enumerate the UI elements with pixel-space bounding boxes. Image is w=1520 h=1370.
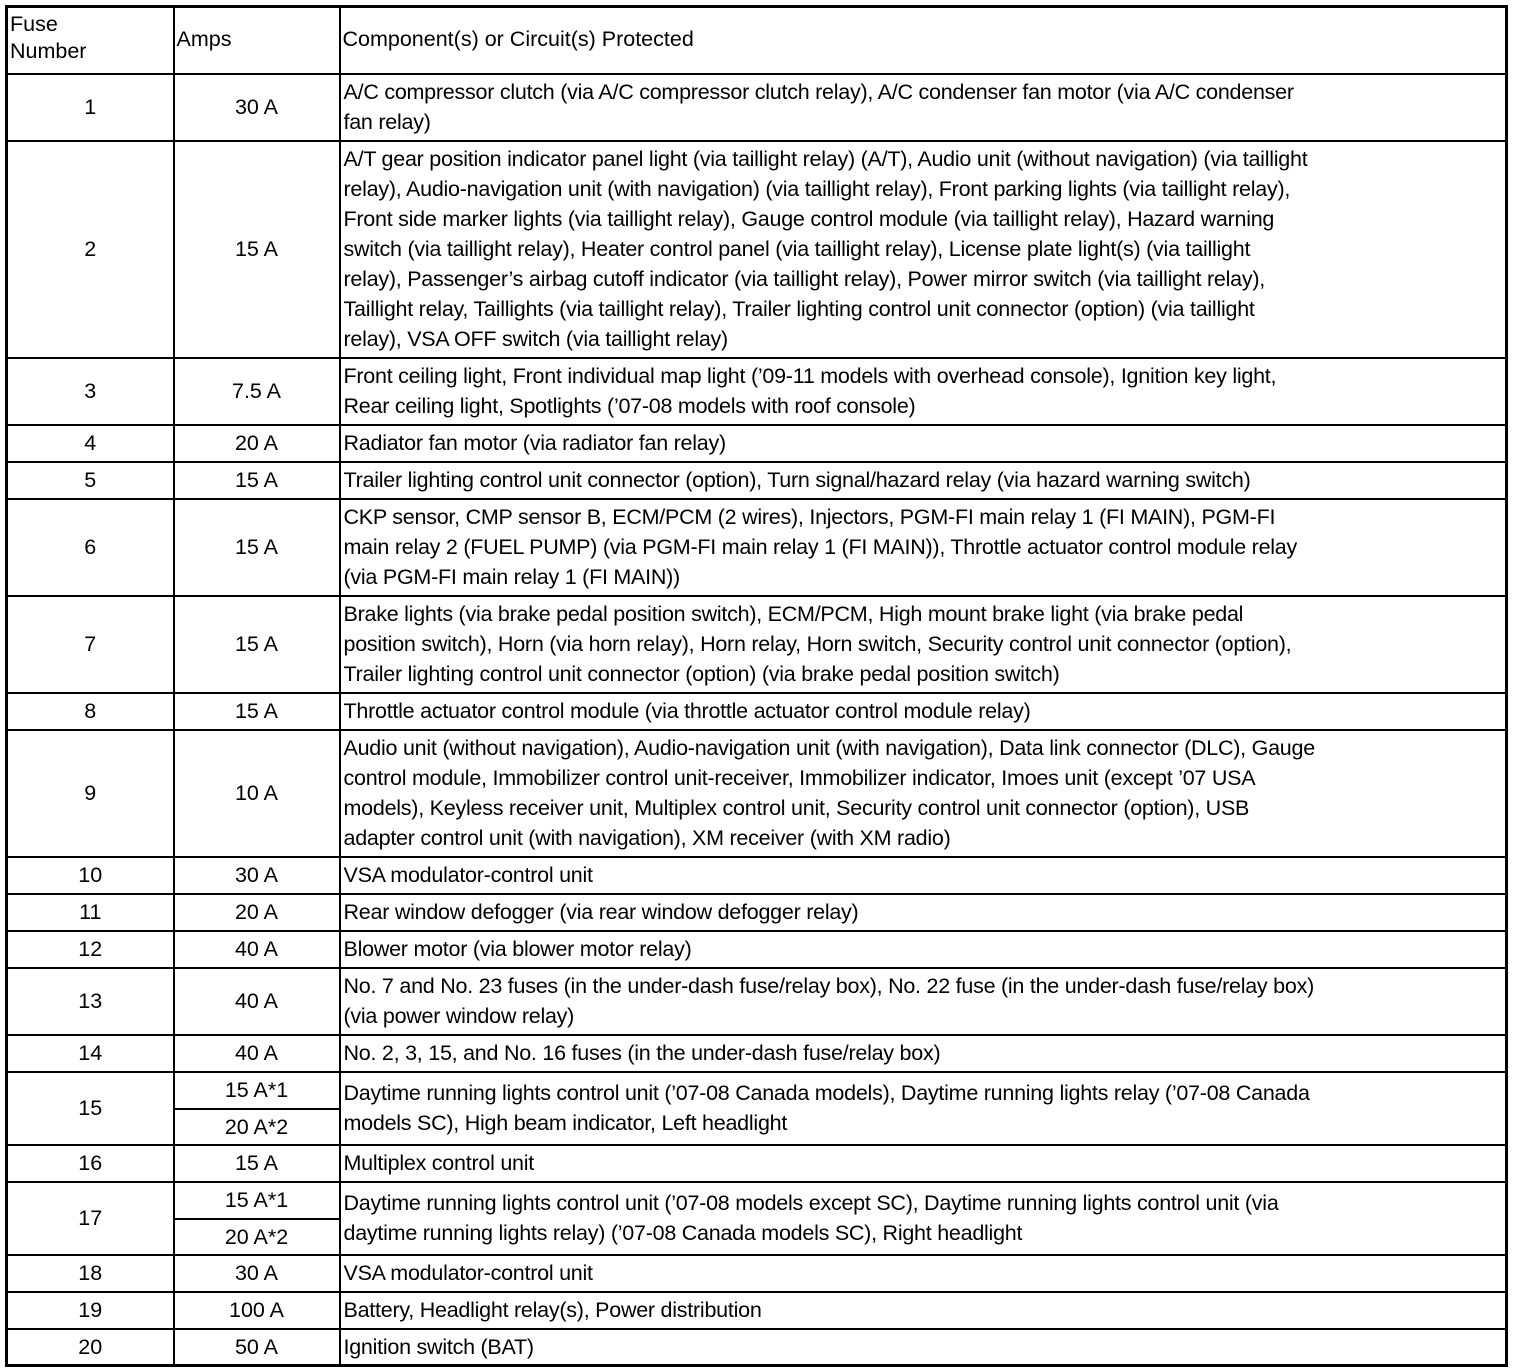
component-line: models), Keyless receiver unit, Multiplex control unit, Security control unit connector (option), USB bbox=[343, 796, 1250, 820]
component-cell bbox=[340, 425, 1507, 462]
table-row bbox=[7, 693, 1507, 730]
fuse-number-cell: 2 bbox=[7, 141, 174, 358]
table-row bbox=[7, 1329, 1507, 1366]
component-line: main relay 2 (FUEL PUMP) (via PGM-FI main relay 1 (FI MAIN)), Throttle actuator control module relay bbox=[343, 535, 1298, 559]
table-row bbox=[7, 1292, 1507, 1329]
fuse-number-cell: 12 bbox=[7, 931, 174, 968]
fuse-number-cell: 3 bbox=[7, 358, 174, 425]
table-row bbox=[7, 1255, 1507, 1292]
component-line: (via PGM-FI main relay 1 (FI MAIN)) bbox=[343, 565, 680, 589]
component-cell bbox=[340, 1182, 1507, 1255]
component-line: control module, Immobilizer control unit-receiver, Immobilizer indicator, Imoes unit (except ’07 USA bbox=[343, 766, 1256, 790]
component-line: Ignition switch (BAT) bbox=[343, 1334, 534, 1359]
table-row bbox=[7, 1035, 1507, 1072]
component-line: Multiplex control unit bbox=[343, 1151, 534, 1175]
component-line: switch (via taillight relay), Heater control panel (via taillight relay), License plate light(s) (via taillight bbox=[343, 237, 1251, 261]
component-cell bbox=[340, 499, 1507, 596]
amps-cell: 20 A*2 bbox=[174, 1219, 340, 1255]
component-cell bbox=[340, 141, 1507, 358]
fuse-number-cell: 11 bbox=[7, 894, 174, 931]
fuse-number-cell: 10 bbox=[7, 857, 174, 894]
fuse-number-cell: 1 bbox=[7, 74, 174, 141]
fuse-number-cell: 14 bbox=[7, 1035, 174, 1072]
table-row bbox=[7, 968, 1507, 1035]
amps-cell: 100 A bbox=[174, 1292, 340, 1329]
fuse-number-cell: 17 bbox=[7, 1182, 174, 1255]
component-cell bbox=[340, 693, 1507, 730]
component-line: VSA modulator-control unit bbox=[343, 863, 593, 887]
fuse-number-cell: 13 bbox=[7, 968, 174, 1035]
amps-cell: 10 A bbox=[174, 730, 340, 857]
fuse-number-cell: 7 bbox=[7, 596, 174, 693]
component-line: CKP sensor, CMP sensor B, ECM/PCM (2 wires), Injectors, PGM-FI main relay 1 (FI MAIN), PGM-FI bbox=[343, 505, 1276, 529]
amps-cell: 15 A*1 bbox=[174, 1182, 340, 1219]
component-line: fan relay) bbox=[343, 110, 431, 134]
table-row bbox=[7, 857, 1507, 894]
header-fuse-line: Number bbox=[10, 39, 87, 63]
component-cell bbox=[340, 857, 1507, 894]
fuse-number-cell: 8 bbox=[7, 693, 174, 730]
fuse-number-cell: 6 bbox=[7, 499, 174, 596]
table-row bbox=[7, 730, 1507, 857]
fuse-number-cell: 5 bbox=[7, 462, 174, 499]
component-cell bbox=[340, 462, 1507, 499]
header-component: Component(s) or Circuit(s) Protected bbox=[340, 7, 1507, 74]
amps-cell: 30 A bbox=[174, 857, 340, 894]
component-line: No. 7 and No. 23 fuses (in the under-dash fuse/relay box), No. 22 fuse (in the under-dash fuse/relay box) bbox=[343, 974, 1314, 998]
amps-cell: 30 A bbox=[174, 1255, 340, 1292]
component-line: Front ceiling light, Front individual map light (’09-11 models with overhead console), Ignition key light, bbox=[343, 364, 1277, 388]
component-line: Trailer lighting control unit connector (option), Turn signal/hazard relay (via hazard warning switch) bbox=[343, 468, 1251, 492]
component-cell bbox=[340, 730, 1507, 857]
component-line: relay), Passenger’s airbag cutoff indicator (via taillight relay), Power mirror switch (via taillight relay), bbox=[343, 267, 1265, 291]
amps-cell: 40 A bbox=[174, 1035, 340, 1072]
amps-cell: 15 A bbox=[174, 141, 340, 358]
component-line: position switch), Horn (via horn relay), Horn relay, Horn switch, Security control unit connector (option), bbox=[343, 632, 1292, 656]
component-cell bbox=[340, 894, 1507, 931]
component-cell bbox=[340, 1035, 1507, 1072]
component-cell bbox=[340, 931, 1507, 968]
component-cell bbox=[340, 1145, 1507, 1182]
component-line: relay), VSA OFF switch (via taillight relay) bbox=[343, 327, 728, 351]
amps-cell: 15 A bbox=[174, 596, 340, 693]
component-line: Taillight relay, Taillights (via taillight relay), Trailer lighting control unit connector (option) (via taillight bbox=[343, 297, 1255, 321]
component-line: VSA modulator-control unit bbox=[343, 1261, 593, 1285]
amps-cell: 20 A bbox=[174, 425, 340, 462]
component-line: Front side marker lights (via taillight relay), Gauge control module (via taillight relay), Hazard warning bbox=[343, 207, 1275, 231]
component-cell bbox=[340, 1292, 1507, 1329]
table-row bbox=[7, 1182, 1507, 1219]
header-fuse-line: Fuse bbox=[10, 12, 58, 36]
component-line: daytime running lights relay) (’07-08 Canada models SC), Right headlight bbox=[343, 1221, 1023, 1245]
component-line: Battery, Headlight relay(s), Power distribution bbox=[343, 1298, 762, 1322]
component-line: A/C compressor clutch (via A/C compressor clutch relay), A/C condenser fan motor (via A/C condenser bbox=[343, 80, 1294, 104]
component-line: Audio unit (without navigation), Audio-navigation unit (with navigation), Data link connector (DLC), Gauge bbox=[343, 736, 1315, 760]
component-line: Daytime running lights control unit (’07-08 models except SC), Daytime running lights control unit (via bbox=[343, 1191, 1279, 1215]
component-line: Throttle actuator control module (via throttle actuator control module relay) bbox=[343, 699, 1031, 723]
component-cell bbox=[340, 74, 1507, 141]
component-line: adapter control unit (with navigation), XM receiver (with XM radio) bbox=[343, 826, 951, 850]
fuse-number-cell: 16 bbox=[7, 1145, 174, 1182]
amps-cell: 7.5 A bbox=[174, 358, 340, 425]
component-line: Rear window defogger (via rear window defogger relay) bbox=[343, 900, 859, 924]
component-cell bbox=[340, 1329, 1507, 1366]
fuse-number-cell: 9 bbox=[7, 730, 174, 857]
amps-cell: 40 A bbox=[174, 968, 340, 1035]
fuse-number-cell: 20 bbox=[7, 1329, 174, 1366]
amps-cell: 15 A bbox=[174, 499, 340, 596]
amps-cell: 30 A bbox=[174, 74, 340, 141]
component-line: Radiator fan motor (via radiator fan relay) bbox=[343, 431, 726, 455]
component-cell bbox=[340, 596, 1507, 693]
amps-cell: 20 A bbox=[174, 894, 340, 931]
table-row bbox=[7, 931, 1507, 968]
table-row bbox=[7, 425, 1507, 462]
component-line: Rear ceiling light, Spotlights (’07-08 models with roof console) bbox=[343, 394, 916, 418]
component-cell bbox=[340, 1072, 1507, 1145]
amps-cell: 15 A*1 bbox=[174, 1072, 340, 1109]
table-row bbox=[7, 1072, 1507, 1109]
amps-cell: 40 A bbox=[174, 931, 340, 968]
amps-cell: 20 A*2 bbox=[174, 1109, 340, 1145]
fuse-number-cell: 18 bbox=[7, 1255, 174, 1292]
table-row bbox=[7, 462, 1507, 499]
amps-cell: 15 A bbox=[174, 693, 340, 730]
component-line: relay), Audio-navigation unit (with navigation) (via taillight relay), Front parking lights (via taillight relay), bbox=[343, 177, 1291, 201]
table-row bbox=[7, 141, 1507, 358]
component-line: Daytime running lights control unit (’07-08 Canada models), Daytime running lights relay (’07-08 Canada bbox=[343, 1081, 1310, 1105]
table-row bbox=[7, 499, 1507, 596]
component-line: Trailer lighting control unit connector (option) (via brake pedal position switch) bbox=[343, 662, 1060, 686]
table-row bbox=[7, 894, 1507, 931]
header-amps: Amps bbox=[174, 7, 340, 74]
fuse-number-cell: 19 bbox=[7, 1292, 174, 1329]
header-row bbox=[7, 7, 1507, 74]
table-row bbox=[7, 74, 1507, 141]
component-cell bbox=[340, 358, 1507, 425]
component-line: Brake lights (via brake pedal position switch), ECM/PCM, High mount brake light (via brake pedal bbox=[343, 602, 1244, 626]
table-row bbox=[7, 596, 1507, 693]
component-line: models SC), High beam indicator, Left headlight bbox=[343, 1111, 788, 1135]
table-row bbox=[7, 1145, 1507, 1182]
component-cell bbox=[340, 1255, 1507, 1292]
header-fuse-number bbox=[7, 7, 174, 74]
table-row bbox=[7, 358, 1507, 425]
fuse-number-cell: 4 bbox=[7, 425, 174, 462]
component-line: A/T gear position indicator panel light (via taillight relay) (A/T), Audio unit (without navigation) (via taillight bbox=[343, 147, 1308, 171]
component-cell bbox=[340, 968, 1507, 1035]
amps-cell: 50 A bbox=[174, 1329, 340, 1366]
amps-cell: 15 A bbox=[174, 1145, 340, 1182]
component-line: Blower motor (via blower motor relay) bbox=[343, 937, 692, 961]
fuse-number-cell: 15 bbox=[7, 1072, 174, 1145]
component-line: No. 2, 3, 15, and No. 16 fuses (in the under-dash fuse/relay box) bbox=[343, 1041, 941, 1065]
fuse-table bbox=[5, 5, 1508, 1367]
component-line: (via power window relay) bbox=[343, 1004, 575, 1028]
amps-cell: 15 A bbox=[174, 462, 340, 499]
